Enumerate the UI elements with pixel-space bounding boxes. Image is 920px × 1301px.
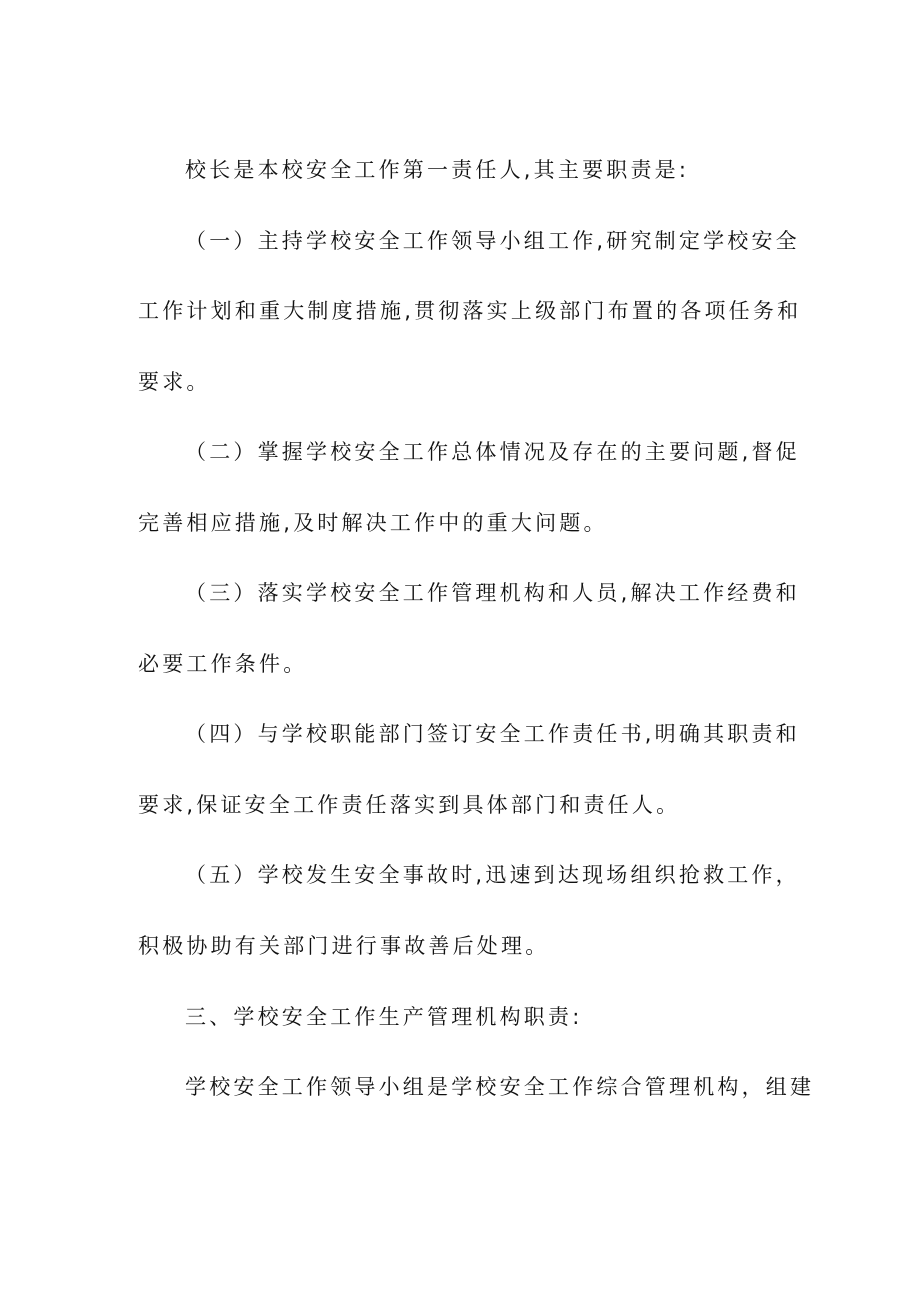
section-heading: 三、学校安全工作生产管理机构职责:	[185, 1005, 583, 1029]
paragraph-line: 必要工作条件。	[138, 652, 308, 676]
paragraph-line: 校长是本校安全工作第一责任人,其主要职责是:	[185, 158, 690, 182]
paragraph-line: 要求。	[138, 370, 211, 394]
paragraph-line: 要求,保证安全工作责任落实到具体部门和责任人。	[138, 793, 681, 817]
paragraph-line: 学校安全工作领导小组是学校安全工作综合管理机构，组建	[185, 1075, 815, 1099]
paragraph-line: 完善相应措施,及时解决工作中的重大问题。	[138, 511, 608, 535]
paragraph-line: （一）主持学校安全工作领导小组工作,研究制定学校安全	[185, 229, 800, 253]
paragraph-line: （五）学校发生安全事故时,迅速到达现场组织抢救工作，	[185, 863, 800, 887]
paragraph-line: （三）落实学校安全工作管理机构和人员,解决工作经费和	[185, 581, 800, 605]
paragraph-line: （四）与学校职能部门签订安全工作责任书,明确其职责和	[185, 722, 800, 746]
paragraph-line: （二）掌握学校安全工作总体情况及存在的主要问题,督促	[185, 440, 800, 464]
paragraph-line: 积极协助有关部门进行事故善后处理。	[138, 934, 550, 958]
paragraph-line: 工作计划和重大制度措施,贯彻落实上级部门布置的各项任务和	[138, 299, 802, 323]
